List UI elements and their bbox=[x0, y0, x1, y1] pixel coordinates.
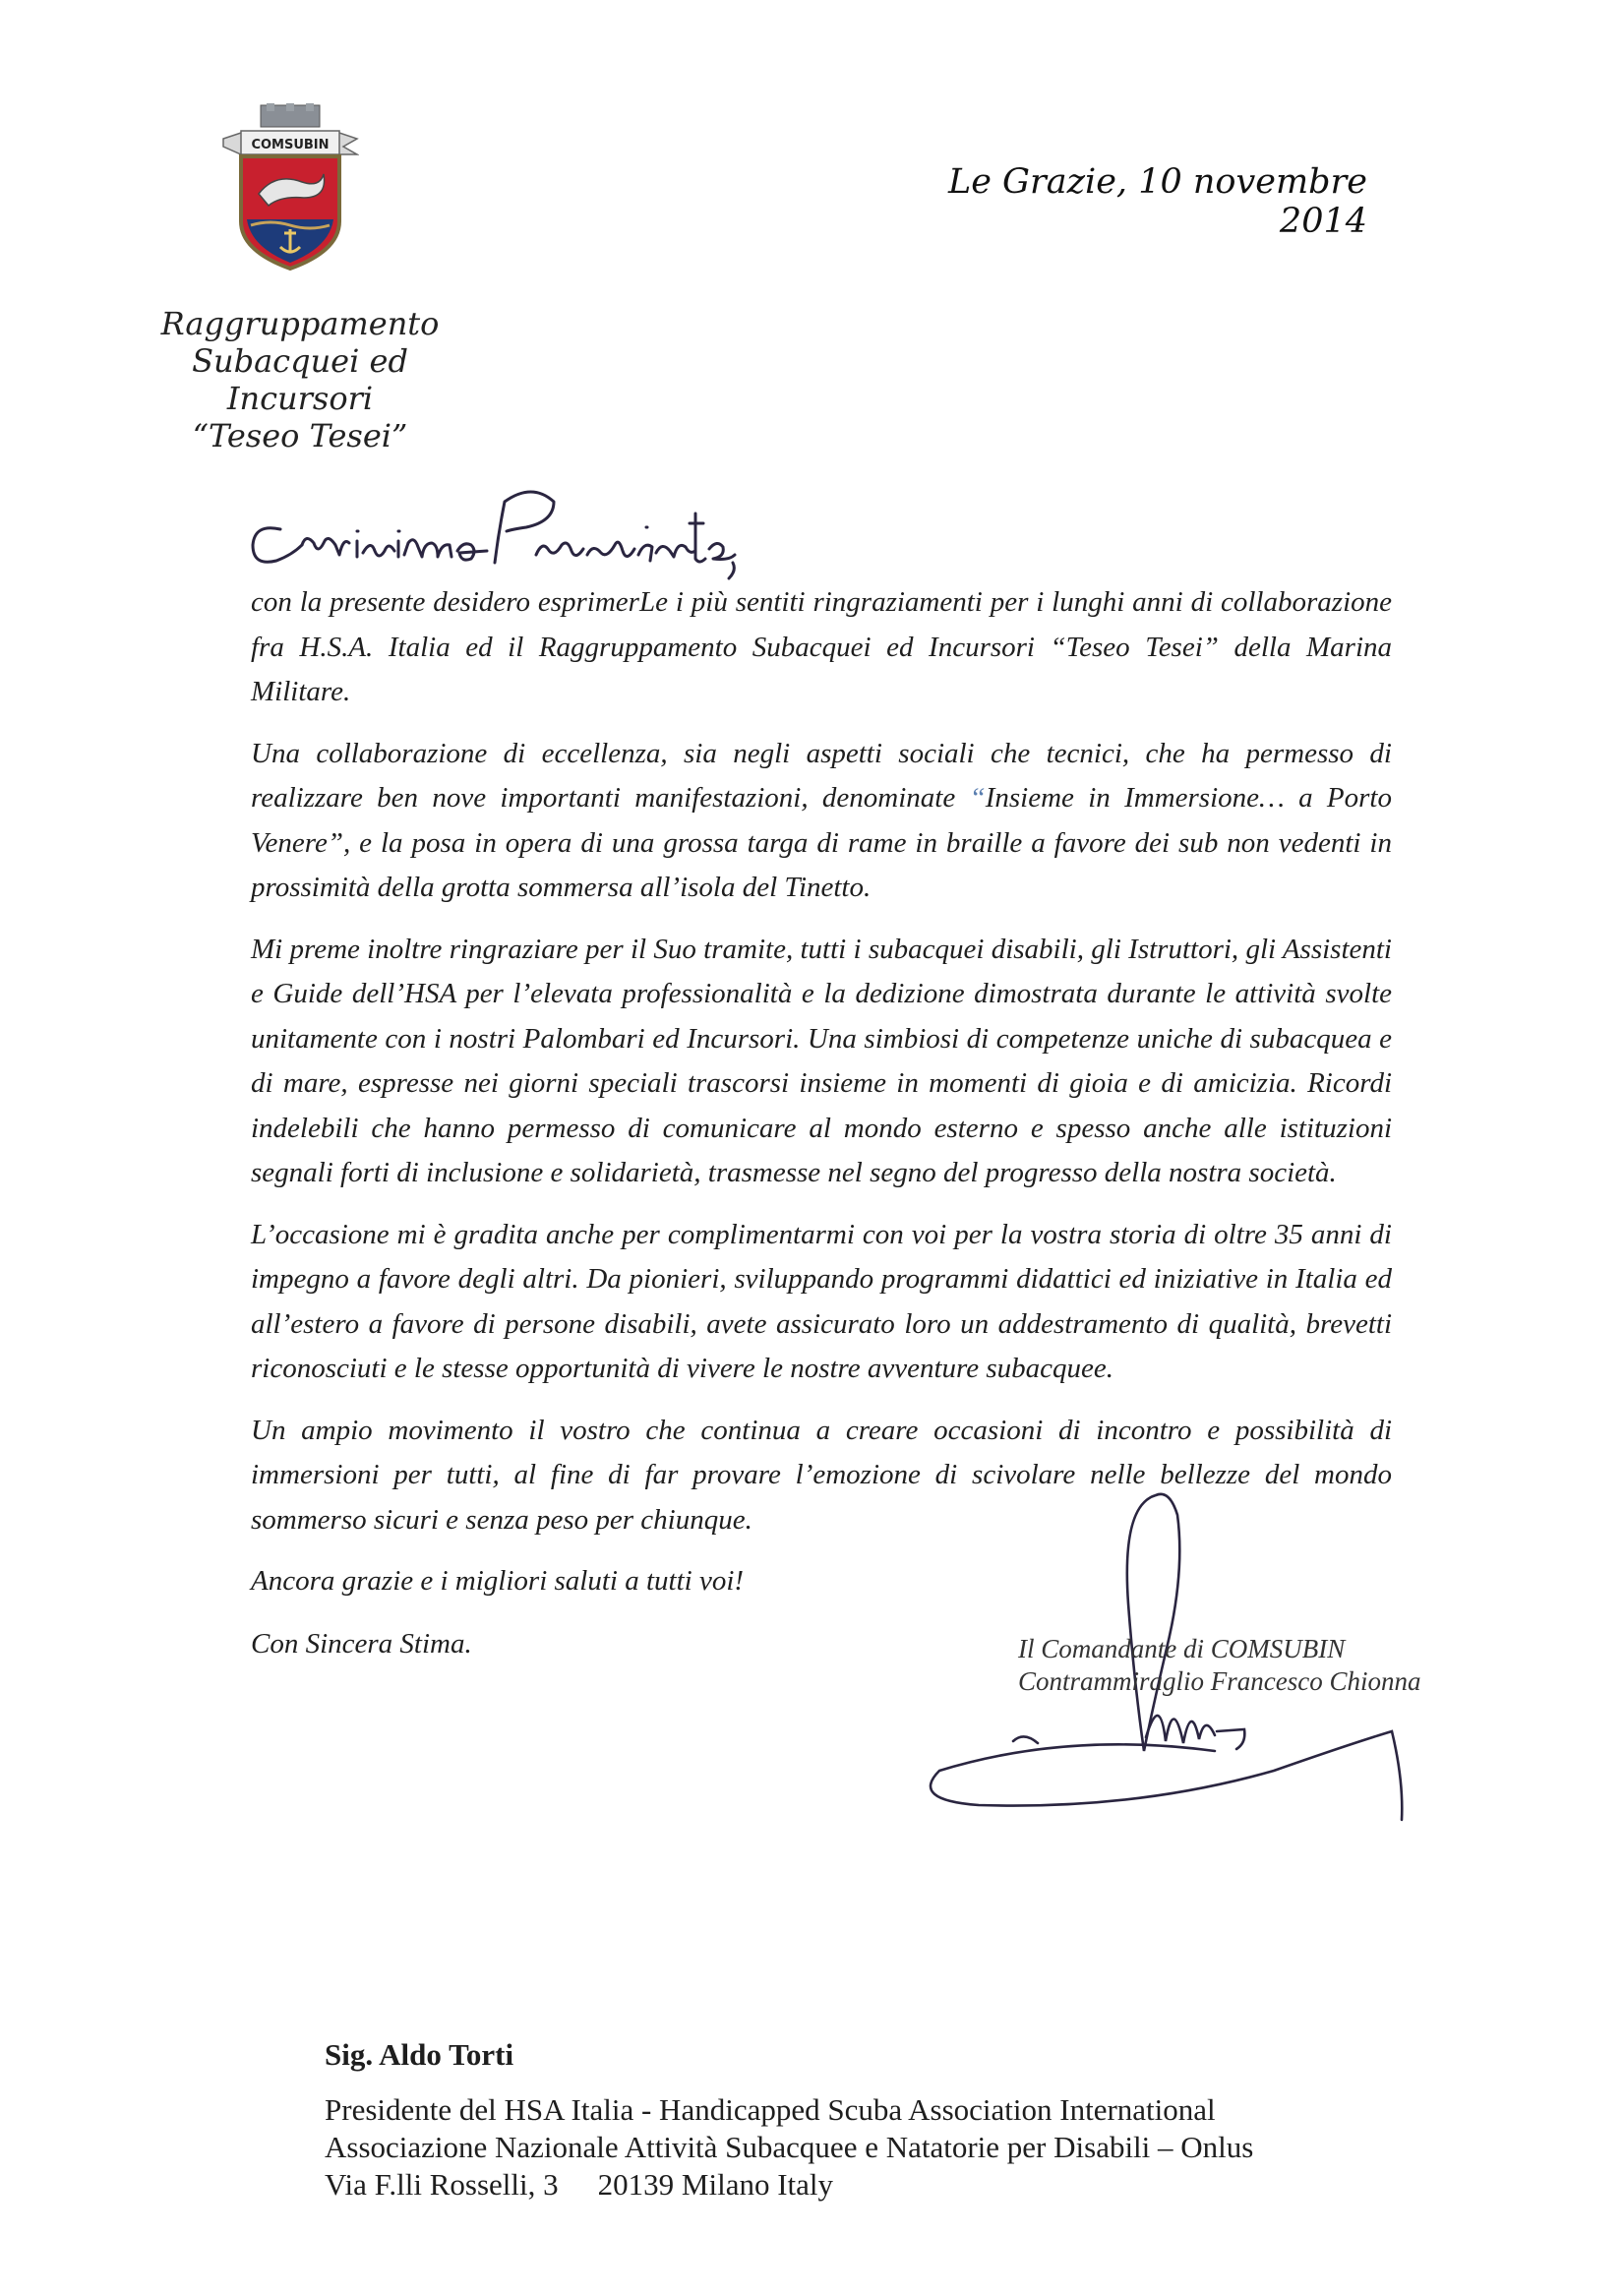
quote-mark-accent: “ bbox=[969, 782, 986, 814]
comsubin-crest-icon bbox=[221, 103, 359, 275]
body-paragraph-intro: con la presente desidero esprimerLe i più sentiti ringraziamenti per i lunghi anni di collaborazione fra H.S.A. Italia ed il Raggruppamento Subacquei ed Incursori “Teseo Tesei” della Marina Militare. bbox=[251, 586, 1392, 707]
body-paragraph-2 bbox=[251, 732, 1392, 911]
address-city: 20139 Milano Italy bbox=[597, 2167, 834, 2202]
date-line: Le Grazie, 10 novembre 2014 bbox=[947, 162, 1367, 241]
body-paragraph-2-end: Insieme in Immersione… a Porto Venere”, e la posa in opera di una grossa targa di rame in braille a favore dei sub non vedenti in prossimità della grotta sommersa all’isola del Tinetto. bbox=[251, 782, 1392, 903]
recipient-line-2: Associazione Nazionale Attività Subacquee e Natatorie per Disabili – Onlus bbox=[325, 2130, 1254, 2164]
address-street: Via F.lli Rosselli, 3 bbox=[325, 2167, 559, 2202]
recipient-block bbox=[325, 2036, 1407, 2204]
recipient-name: Sig. Aldo Torti bbox=[325, 2037, 514, 2072]
recipient-line-1: Presidente del HSA Italia - Handicapped Scuba Association International bbox=[325, 2092, 1216, 2127]
sender-line-1: Raggruppamento bbox=[160, 305, 440, 342]
signature-block bbox=[920, 1485, 1421, 1840]
sender-block bbox=[118, 305, 482, 454]
svg-text:COMSUBIN: COMSUBIN bbox=[251, 138, 330, 152]
signature-line-2: Contrammiraglio Francesco Chionna bbox=[1018, 1666, 1421, 1696]
signoff-line: Con Sincera Stima. bbox=[251, 1627, 472, 1660]
sender-line-3: “Teseo Tesei” bbox=[192, 417, 408, 454]
body-paragraph-5: Un ampio movimento il vostro che continua a creare occasioni di incontro e possibilità di immersioni per tutti, al fine di far provare l’emozione di scivolare nelle bellezze del mondo sommerso sicuri e senza peso per chiunque. bbox=[251, 1414, 1392, 1536]
body-paragraph-2-start: Una collaborazione di eccellenza, sia negli aspetti sociali che tecnici, che ha permesso di realizzare ben nove importanti manifestazioni, denominate bbox=[251, 737, 1392, 814]
recipient-address bbox=[325, 2166, 1407, 2204]
handwritten-salutation bbox=[241, 472, 752, 580]
signature-line-1: Il Comandante di COMSUBIN bbox=[1018, 1634, 1346, 1663]
body-paragraph-4: L’occasione mi è gradita anche per complimentarmi con voi per la vostra storia di oltre 35 anni di impegno a favore degli altri. Da pionieri, sviluppando programmi didattici ed iniziative in Italia ed all’estero a favore di persone disabili, avete assicurato loro un addestramento di qualità, brevetti riconosciuti e le stesse opportunità di vivere le nostre avventure subacquee. bbox=[251, 1218, 1392, 1384]
signature-text bbox=[1018, 1633, 1421, 1698]
sender-line-2: Subacquei ed Incursori bbox=[192, 342, 408, 417]
body-paragraph-3: Mi preme inoltre ringraziare per il Suo tramite, tutti i subacquei disabili, gli Istruttori, gli Assistenti e Guide dell’HSA per l’elevata professionalità e la dedizione dimostrata durante le attività svolte unitamente con i nostri Palombari ed Incursori. Una simbiosi di competenze uniche di subacquea e di mare, espresse nei giorni speciali trascorsi insieme in momenti di gioia e di amicizia. Ricordi indelebili che hanno permesso di comunicare al mondo esterno e spesso anche alle istituzioni segnali forti di inclusione e solidarietà, trasmesse nel segno del progresso della nostra società. bbox=[251, 933, 1392, 1188]
closing-line: Ancora grazie e i migliori saluti a tutti voi! bbox=[251, 1565, 745, 1597]
